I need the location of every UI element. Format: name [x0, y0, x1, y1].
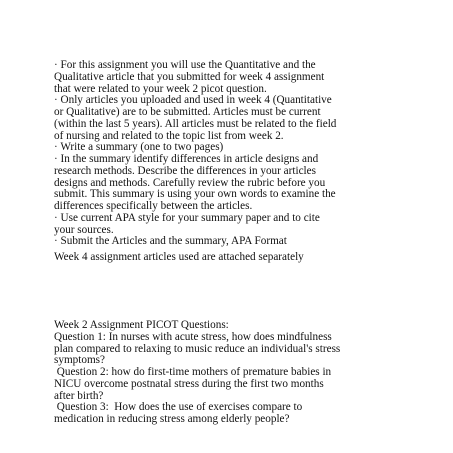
picot-line: NICU overcome postnatal stress during the first two months [54, 377, 324, 390]
picot-line: Question 3: How does the use of exercises compare to [54, 401, 303, 414]
picot-line: after birth? [54, 389, 104, 402]
instruction-line: · Use current APA style for your summary paper and to cite [54, 211, 320, 224]
instruction-line: submit. This summary is using your own words to examine the [54, 188, 336, 201]
picot-line: Question 2: how do first-time mothers of premature babies in [54, 366, 332, 378]
instruction-line: Qualitative article that you submitted for week 4 assignment [54, 70, 325, 83]
instruction-line: · For this assignment you will use the Quantitative and the [54, 59, 316, 71]
picot-line: medication in reducing stress among elderly people? [54, 413, 290, 425]
attached-note-text: Week 4 assignment articles used are attached separately [54, 251, 304, 263]
instruction-line: or Qualitative) are to be submitted. Articles must be current [54, 106, 321, 118]
instruction-line: (within the last 5 years). All articles must be related to the field [54, 117, 337, 130]
instruction-line: · Submit the Articles and the summary, APA Format [54, 235, 287, 248]
picot-heading: Week 2 Assignment PICOT Questions: [54, 319, 229, 331]
instruction-line: · Only articles you uploaded and used in week 4 (Quantitative [54, 94, 332, 107]
instruction-line: that were related to your week 2 picot question. [54, 82, 267, 95]
instruction-line: of nursing and related to the topic list from week 2. [54, 129, 284, 142]
instruction-line: · Write a summary (one to two pages) [54, 141, 224, 154]
attached-note [54, 252, 449, 264]
picot-line: symptoms? [54, 354, 105, 367]
assignment-instructions [54, 60, 449, 248]
instruction-line: your sources. [54, 223, 114, 236]
instruction-line: designs and methods. Carefully review the rubric before you [54, 176, 326, 189]
picot-questions [54, 320, 449, 426]
picot-line: Question 1: In nurses with acute stress, how does mindfulness [54, 330, 332, 343]
picot-line: plan compared to relaxing to music reduce an individual's stress [54, 342, 341, 355]
instruction-line: · In the summary identify differences in article designs and [54, 153, 319, 165]
instruction-line: differences specifically between the articles. [54, 200, 253, 212]
instruction-line: research methods. Describe the differences in your articles [54, 164, 316, 177]
